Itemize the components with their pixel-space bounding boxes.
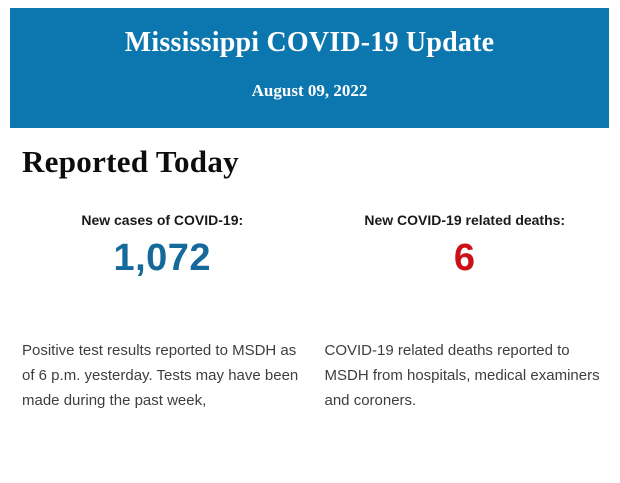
report-body [0, 128, 620, 413]
banner-date: August 09, 2022 [251, 81, 368, 100]
banner-title: Mississippi COVID-19 Update [124, 27, 495, 58]
new-deaths-description: COVID-19 related deaths reported to MSDH from hospitals, medical examiners and coroners. [324, 342, 600, 409]
stat-new-deaths [325, 212, 606, 413]
new-cases-label: New cases of COVID-19: [81, 212, 244, 228]
new-cases-description: Positive test results reported to MSDH as of 6 p.m. yesterday. Tests may have been made during the past week, [22, 342, 299, 409]
new-deaths-label: New COVID-19 related deaths: [364, 212, 566, 228]
new-cases-value: 1,072 [113, 237, 212, 279]
section-heading: Reported Today [22, 144, 239, 179]
header-banner [10, 8, 609, 128]
new-deaths-value: 6 [453, 237, 476, 279]
stat-new-cases [22, 212, 303, 413]
stats-grid [22, 212, 605, 413]
